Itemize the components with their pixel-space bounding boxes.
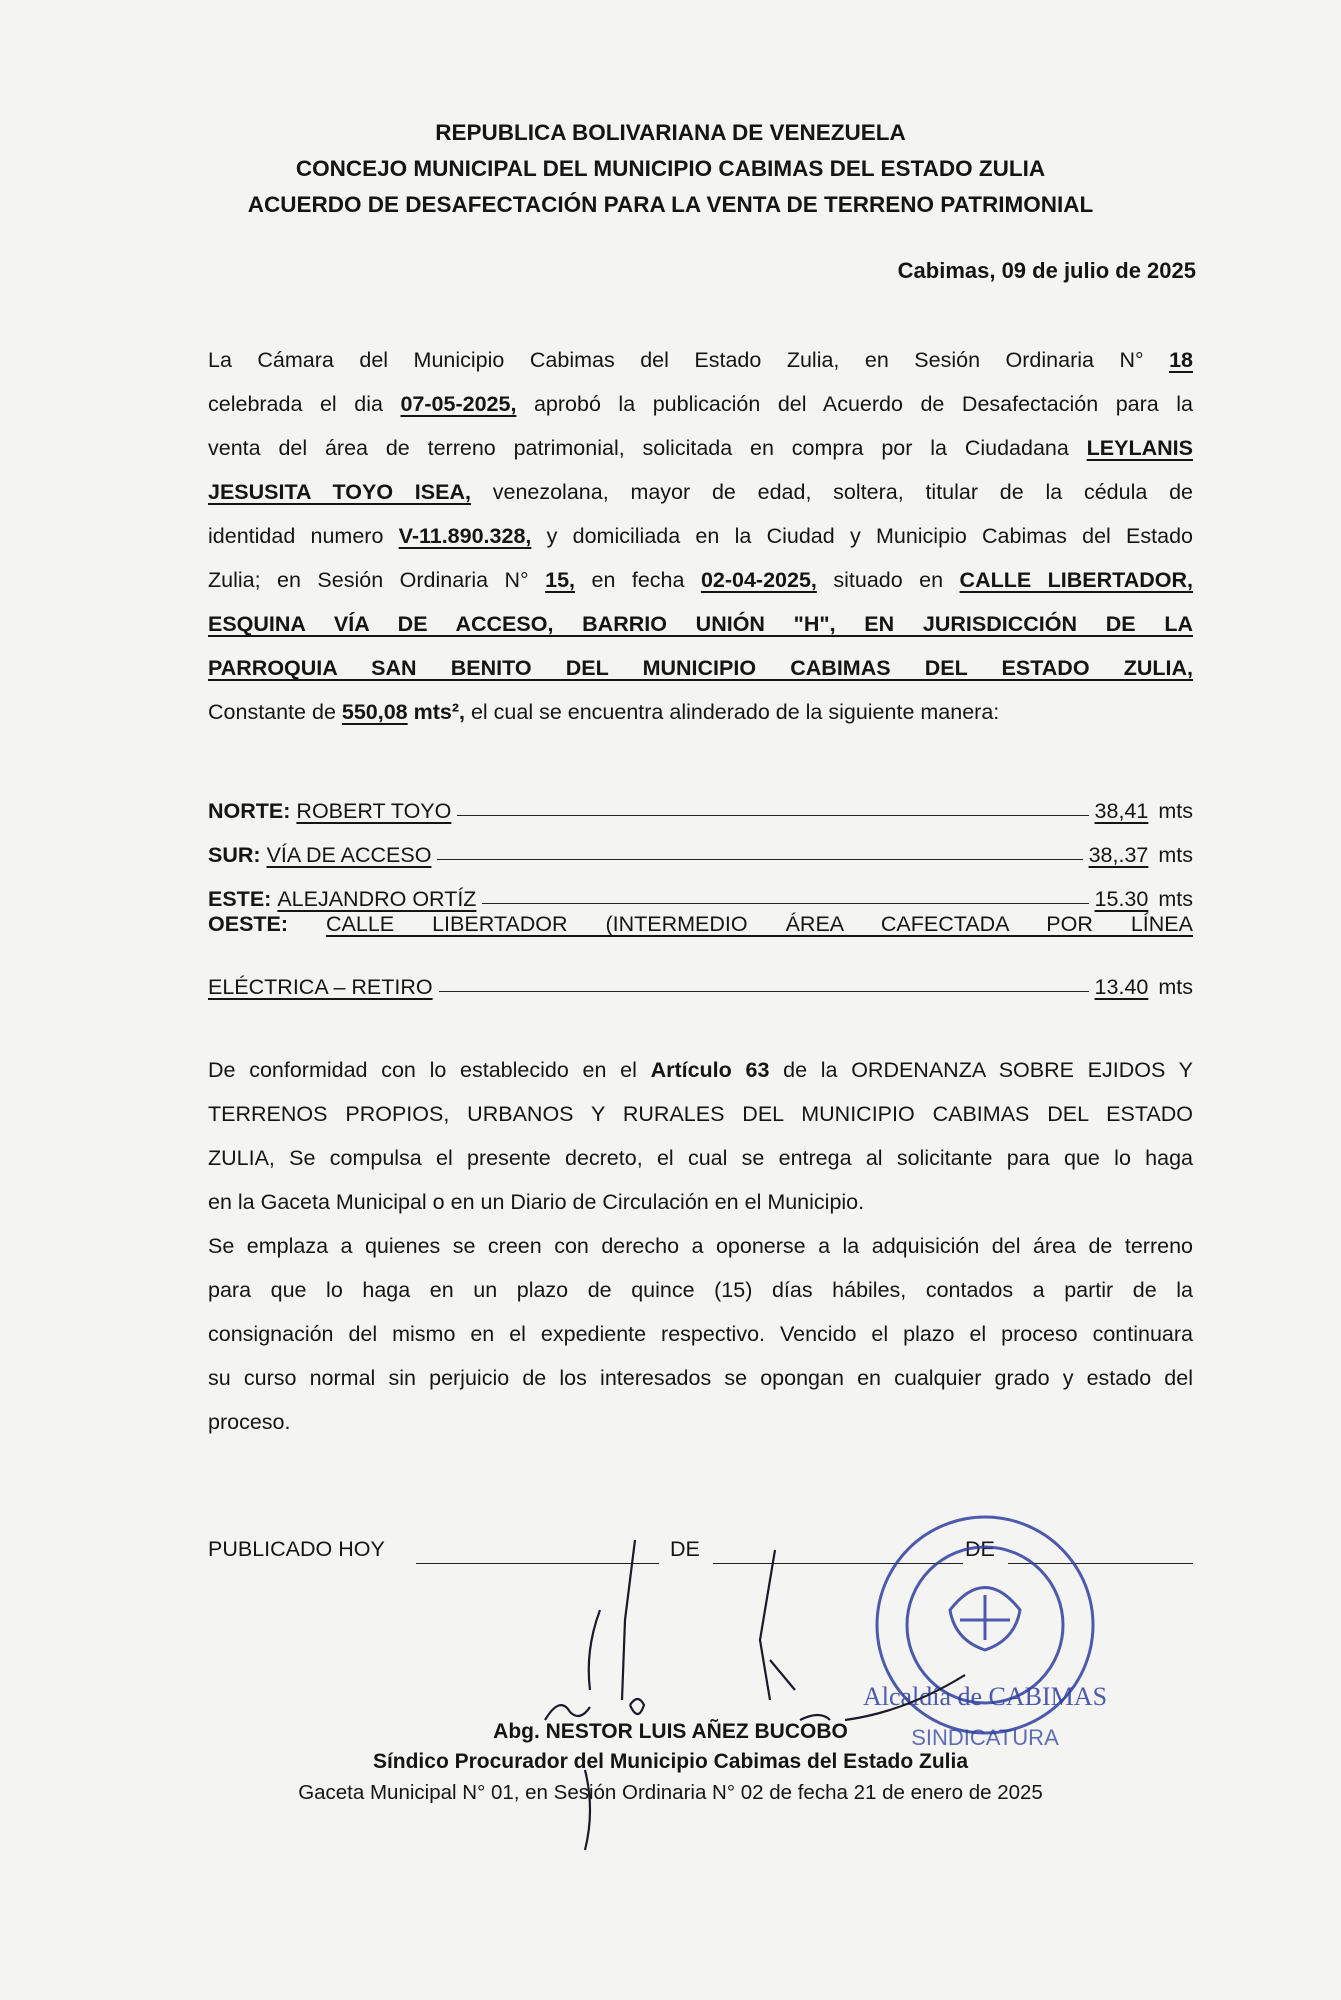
boundary-west-cont: ELÉCTRICA – RETIRO 13.40 mts (208, 975, 1193, 999)
body-paragraph: De conformidad con lo establecido en el Artículo 63 de la ORDENANZA SOBRE EJIDOS Y TERRENOS PROPIOS, URBANOS Y RURALES DEL MUNICIPIO CABIMAS DEL ESTADO ZULIA, Se compulsa el presente decreto, el cual se entrega al solicitante para que lo haga en la Gaceta Municipal o en un Diario de Circulación en el Municipio. Se emplaza a quienes se creen con derecho a oponerse a la adquisición del área de terreno para que lo haga en un plazo de quince (15) días hábiles, contados a partir de la consignación del mismo en el expediente respectivo. Vencido el plazo el proceso continuara su curso normal sin perjuicio de los interesados se opongan en cualquier grado y estado del proceso. (208, 1058, 1193, 1434)
boundary-south: SUR: VÍA DE ACCESO 38,.37 mts (208, 843, 1193, 867)
address-2: ESQUINA VÍA DE ACCESO, BARRIO UNIÓN "H", EN JURISDICCIÓN DE LA (208, 612, 1193, 636)
de-label-2: DE (965, 1537, 995, 1561)
header-country: REPUBLICA BOLIVARIANA DE VENEZUELA (435, 120, 906, 145)
sesion-number: 18 (1169, 348, 1193, 372)
seal-center-text: Alcaldía de CABIMAS (862, 1682, 1108, 1711)
de-label-1: DE (670, 1537, 700, 1561)
gazette-reference: Gaceta Municipal N° 01, en Sesión Ordinaria N° 02 de fecha 21 de enero de 2025 (298, 1781, 1043, 1804)
address-3: PARROQUIA SAN BENITO DEL MUNICIPIO CABIMAS DEL ESTADO ZULIA, (208, 656, 1193, 680)
document-date: Cabimas, 09 de julio de 2025 (897, 258, 1196, 283)
header-title: ACUERDO DE DESAFECTACIÓN PARA LA VENTA DE TERRENO PATRIMONIAL (247, 192, 1094, 217)
applicant-id: V-11.890.328, (398, 524, 532, 548)
address-1: CALLE LIBERTADOR, (959, 568, 1193, 592)
published-label: PUBLICADO HOY (208, 1537, 385, 1561)
boundary-west: OESTE: CALLE LIBERTADOR (INTERMEDIO ÁREA CAFECTADA POR LÍNEA (208, 912, 1193, 936)
applicant-name-2: JESUSITA TOYO ISEA, (208, 480, 471, 504)
sesion-number-2: 15, (545, 568, 576, 592)
applicant-name-1: LEYLANIS (1086, 436, 1193, 460)
sesion-date-2: 02-04-2025, (700, 568, 817, 592)
seal-bottom-text: SINDICATURA (911, 1725, 1059, 1750)
article-ref: Artículo 63 (650, 1058, 770, 1082)
header-council: CONCEJO MUNICIPAL DEL MUNICIPIO CABIMAS DEL ESTADO ZULIA (295, 156, 1046, 181)
signer-name: Abg. NESTOR LUIS AÑEZ BUCOBO (493, 1720, 848, 1743)
boundary-north: NORTE: ROBERT TOYO 38,41 mts (208, 799, 1193, 823)
signer-title: Síndico Procurador del Municipio Cabimas del Estado Zulia (372, 1750, 969, 1773)
intro-paragraph: La Cámara del Municipio Cabimas del Estado Zulia, en Sesión Ordinaria N° 18 celebrada el dia 07-05-2025, aprobó la publicación del Acuerdo de Desafectación para la venta del área de terreno patrimonial, solicitada en compra por la Ciudadana LEYLANIS JESUSITA TOYO ISEA, venezolana, mayor de edad, soltera, titular de la cédula de identidad numero V-11.890.328, y domiciliada en la Ciudad y Municipio Cabimas del Estado Zulia; en Sesión Ordinaria N° 15, en fecha 02-04-2025, situado en CALLE LIBERTADOR, ESQUINA VÍA DE ACCESO, BARRIO UNIÓN "H", EN JURISDICCIÓN DE LA PARROQUIA SAN BENITO DEL MUNICIPIO CABIMAS DEL ESTADO ZULIA, Constante de 550,08 mts², el cual se encuentra alinderado de la siguiente manera: (208, 348, 1193, 724)
sesion-date: 07-05-2025, (400, 392, 517, 416)
land-area: 550,08 (341, 700, 408, 724)
boundary-east: ESTE: ALEJANDRO ORTÍZ 15.30 mts (208, 887, 1193, 911)
